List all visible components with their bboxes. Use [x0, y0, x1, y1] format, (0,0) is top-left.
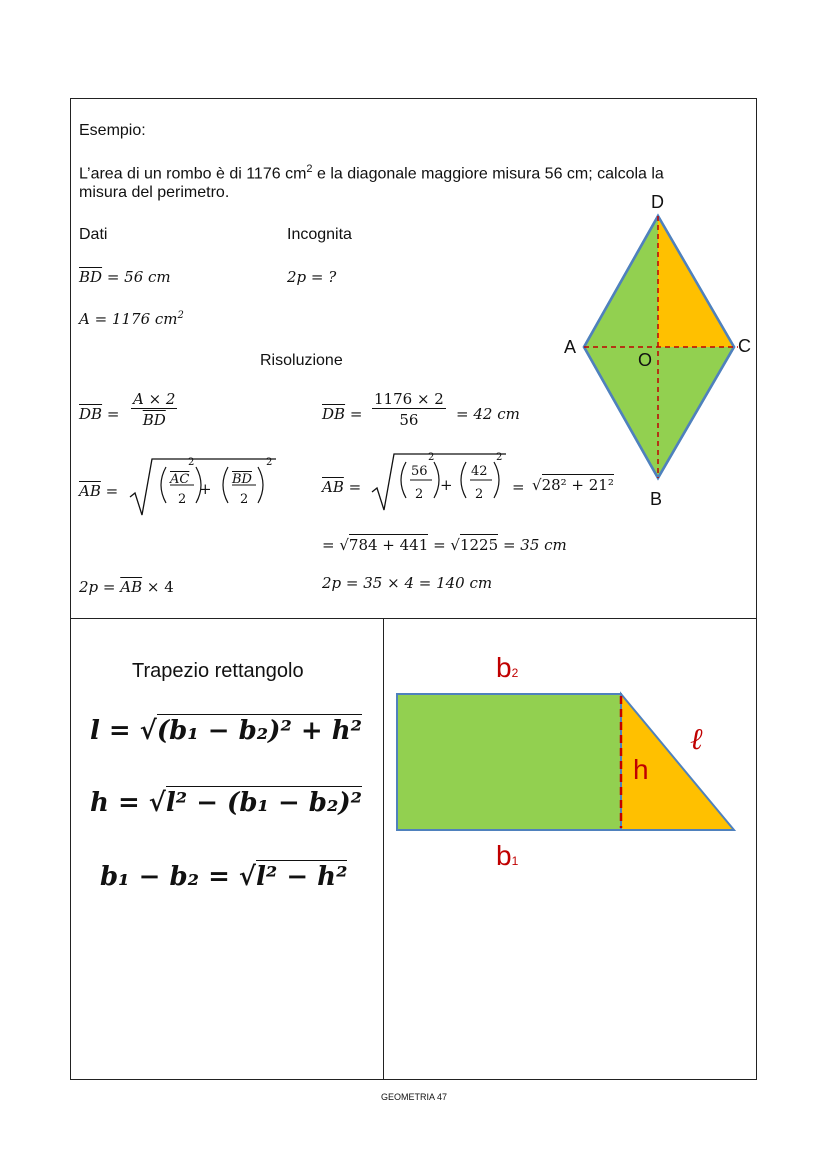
risoluzione-label: Risoluzione: [260, 352, 343, 369]
formula-b1-b2: b₁ − b₂ = √l² − h²: [100, 862, 348, 892]
ab-value-label: $\overline{AB}$ =: [322, 478, 362, 496]
unknown-2p: 2p = ?: [287, 268, 337, 286]
vertex-a: A: [564, 337, 577, 357]
db-label: $\overline{DB}$ =: [79, 405, 120, 423]
trapezoid-diagram: [392, 688, 742, 838]
vertex-c: C: [738, 336, 751, 356]
db-value-fraction: $\frac{1176 \times 2}{56}$: [374, 390, 444, 429]
ab-val1-den: 2: [415, 487, 424, 502]
trapezoid-title: Trapezio rettangolo: [132, 660, 304, 682]
label-l: ℓ: [690, 722, 703, 757]
ab-val2-exp: 2: [496, 452, 503, 463]
dati-label: Dati: [79, 226, 108, 243]
rhombus-diagram: [560, 190, 760, 510]
ab-term1-exp: 2: [188, 457, 195, 468]
problem-text-line1: L’area di un rombo è di 1176 $cm^2$ e la diagonale maggiore misura 56 cm; calcola la: [79, 163, 664, 183]
ab-label: $\overline{AB}$ =: [79, 482, 119, 500]
trapezoid-green-rect: [397, 694, 621, 830]
label-h: h: [633, 754, 649, 785]
db-value-label: $\overline{DB}$ =: [322, 405, 363, 423]
ab-term2-exp: 2: [266, 457, 273, 468]
ab-plus: +: [199, 480, 212, 498]
perimeter-value: 2p = 35 × 4 = 140 cm: [322, 574, 493, 592]
incognita-label: Incognita: [287, 226, 352, 243]
ab-term1-den: 2: [178, 492, 187, 507]
divider-horizontal: [70, 618, 757, 619]
ab-val1-num: 56: [411, 464, 428, 479]
formula-h: h = √l² − (b₁ − b₂)²: [90, 788, 363, 818]
problem-text-line2: misura del perimetro.: [79, 184, 230, 201]
ab-val2-den: 2: [475, 487, 484, 502]
label-b1: b1: [496, 840, 519, 871]
ab-val-equals: =: [512, 478, 525, 496]
label-b2: b2: [496, 652, 519, 683]
divider-vertical: [383, 618, 384, 1080]
ab-line2: = √784 + 441 = √1225 = 35 cm: [322, 536, 567, 554]
ab-val2-num: 42: [471, 464, 488, 479]
example-heading: Esempio:: [79, 122, 146, 139]
db-fraction: $\frac{A \times 2}{BD}$: [133, 390, 176, 429]
db-value-result: = 42 cm: [456, 405, 520, 423]
ab-term2-num: $\overline{BD}$: [232, 472, 252, 487]
ab-val-plus: +: [440, 476, 453, 494]
formula-l: l = √(b₁ − b₂)² + h²: [90, 716, 363, 746]
ab-val1-exp: 2: [428, 452, 435, 463]
ab-sqrt-result: √28² + 21²: [532, 476, 614, 494]
ab-term1-num: $\overline{AC}$: [170, 472, 190, 487]
center-o: O: [638, 350, 653, 370]
ab-term2-den: 2: [240, 492, 249, 507]
perimeter-formula: $2p = \overline{AB} \times 4$: [79, 578, 174, 596]
vertex-d: D: [651, 192, 664, 212]
vertex-b: B: [650, 489, 663, 509]
area-given: A = 1176 $cm^2$: [79, 310, 184, 328]
bd-given: $\overline{BD} = 56$ cm: [79, 268, 171, 286]
page-footer: GEOMETRIA 47: [380, 1092, 448, 1102]
